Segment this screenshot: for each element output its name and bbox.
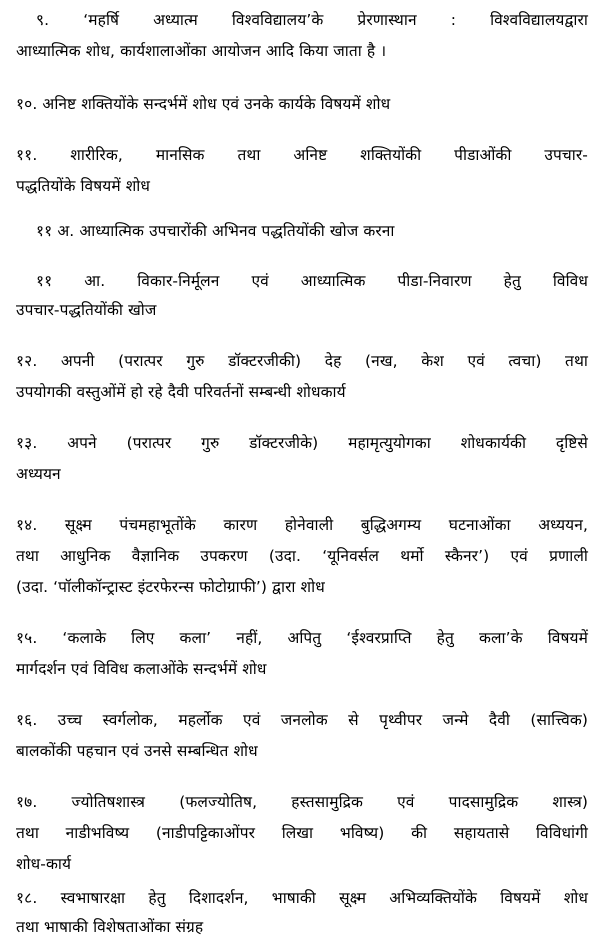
item-11a-line-1: ११ अ. आध्यात्मिक उपचारोंकी अभिनव पद्धतियोंकी खोज करना (36, 222, 395, 240)
item-18-line-2: तथा भाषाकी विशेषताओंका संग्रह (16, 918, 204, 936)
item-12-line-1: १२. अपनी (परात्पर गुरु डॉक्टरजीकी) देह (नख, केश एवं त्वचा) तथा (16, 352, 588, 370)
item-17-line-1: १७. ज्योतिषशास्त्र (फलज्योतिष, हस्तसामुद्रिक एवं पादसामुद्रिक शास्त्र) (16, 793, 588, 811)
item-16-line-1: १६. उच्च स्वर्गलोक, महर्लोक एवं जनलोक से पृथ्वीपर जन्मे दैवी (सात्त्विक) (16, 711, 588, 729)
item-11-line-2: पद्धतियोंके विषयमें शोध (16, 177, 151, 195)
item-15-line-1: १५. ‘कलाके लिए कला’ नहीं, अपितु ‘ईश्वरप्राप्ति हेतु कला’के विषयमें (16, 629, 588, 647)
item-15-line-2: मार्गदर्शन एवं विविध कलाओंके सन्दर्भमें शोध (16, 660, 267, 678)
item-12-line-2: उपयोगकी वस्तुओंमें हो रहे दैवी परिवर्तनों सम्बन्धी शोधकार्य (16, 383, 346, 401)
item-13-line-2: अध्ययन (16, 465, 61, 483)
item-9-line-2: आध्यात्मिक शोध, कार्यशालाओंका आयोजन आदि किया जाता है । (16, 42, 387, 60)
item-17-line-2: तथा नाडीभविष्य (नाडीपट्टिकाओंपर लिखा भविष्य) की सहायतासे विविधांगी (16, 824, 589, 842)
item-9-line-1: ९. ‘महर्षि अध्यात्म विश्वविद्यालय’के प्रेरणास्थान : विश्वविद्यालयद्वारा (36, 11, 588, 29)
item-14-line-3: (उदा. ‘पॉलीकॉन्ट्रास्ट इंटरफेरन्स फोटोग्राफी’) द्वारा शोध (16, 578, 325, 596)
item-16-line-2: बालकोंकी पहचान एवं उनसे सम्बन्धित शोध (16, 742, 258, 760)
item-17-line-3: शोध-कार्य (16, 855, 72, 873)
item-18-line-1: १८. स्वभाषारक्षा हेतु दिशादर्शन, भाषाकी सूक्ष्म अभिव्यक्तियोंके विषयमें शोध (16, 889, 588, 907)
item-11aa-line-1: ११ आ. विकार-निर्मूलन एवं आध्यात्मिक पीडा-निवारण हेतु विविध (36, 272, 588, 290)
item-11-line-1: ११. शारीरिक, मानसिक तथा अनिष्ट शक्तियोंकी पीडाओंकी उपचार- (16, 146, 588, 164)
item-11aa-line-2: उपचार-पद्धतियोंकी खोज (16, 301, 157, 319)
item-14-line-2: तथा आधुनिक वैज्ञानिक उपकरण (उदा. ‘यूनिवर्सल थर्मो स्कैनर’) एवं प्रणाली (16, 547, 588, 565)
item-14-line-1: १४. सूक्ष्म पंचमहाभूतोंके कारण होनेवाली बुद्धिअगम्य घटनाओंका अध्ययन, (16, 516, 588, 534)
item-13-line-1: १३. अपने (परात्पर गुरु डॉक्टरजीके) महामृत्युयोगका शोधकार्यकी दृष्टिसे (16, 434, 588, 452)
item-10-line-1: १०. अनिष्ट शक्तियोंके सन्दर्भमें शोध एवं उनके कार्यके विषयमें शोध (16, 95, 391, 113)
